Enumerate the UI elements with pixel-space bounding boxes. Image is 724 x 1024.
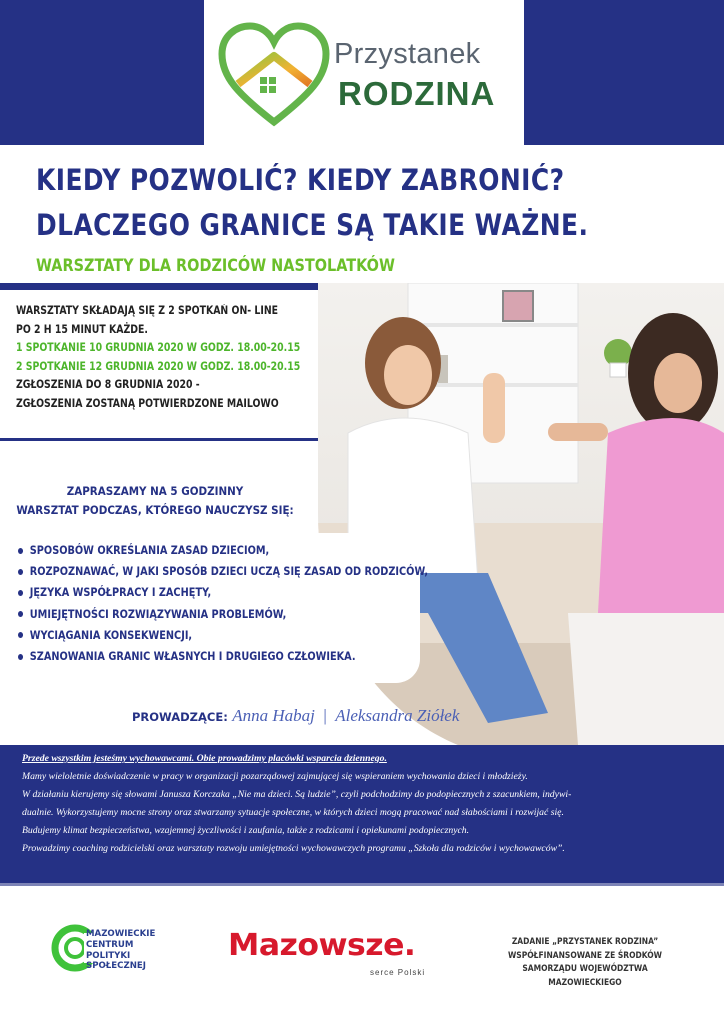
list-item: SPOSOBÓW OKREŚLANIA ZASAD DZIECIOM, [18,540,428,561]
info-line: ZGŁOSZENIA DO 8 GRUDNIA 2020 - [16,378,200,391]
header-band-left [0,0,204,145]
leaders [132,706,459,726]
bullet-icon [18,632,23,638]
heart-house-logo-icon [218,22,330,127]
invite-text [0,482,310,520]
logo-text-rodzina: RODZINA [338,75,496,112]
list-item: UMIEJĘTNOŚCI ROZWIĄZYWANIA PROBLEMÓW, [18,604,428,625]
logo-text-przystanek: Przystanek [334,38,481,70]
funding-note: ZADANIE „PRZYSTANEK RODZINA” WSPÓŁFINANSOWANE ZE ŚRODKÓW SAMORZĄDU WOJEWÓDZTWA MAZOWIECKIEGO [507,936,663,987]
info-line: PO 2 H 15 MINUT KAŻDE. [16,322,148,336]
info-line: 2 SPOTKANIE 12 GRUDNIA 2020 W GODZ. 18.00-20.15 [16,359,301,373]
about-line: Mamy wieloletnie doświadczenie w pracy w organizacji pozarządowej zajmującej się wspieraniem wychowania dzieci i młodzieży. [22,771,528,782]
leader-name-1: Anna Habaj [232,706,315,725]
info-line: 1 SPOTKANIE 10 GRUDNIA 2020 W GODZ. 18.00-20.15 [16,341,301,354]
list-item: JĘZYKA WSPÓŁPRACY I ZACHĘTY, [18,582,428,603]
about-text [22,750,712,858]
invite-line-2: WARSZTAT PODCZAS, KTÓREGO NAUCZYSZ SIĘ: [16,503,294,517]
mazowsze-tagline: serce Polski [370,968,426,977]
header-band-right [524,0,724,145]
info-line: WARSZTATY SKŁADAJĄ SIĘ Z 2 SPOTKAŃ ON- LINE [16,304,279,317]
leader-name-2: Aleksandra Ziółek [335,706,460,725]
mcps-logo-text: MAZOWIECKIE CENTRUM POLITYKI SPOŁECZNEJ [86,929,156,972]
info-divider [0,438,318,441]
about-heading: Przede wszystkim jesteśmy wychowawcami. Obie prowadzimy placówki wsparcia dziennego. [22,753,387,764]
list-item: ROZPOZNAWAĆ, W JAKI SPOSÓB DZIECI UCZĄ SIĘ ZASAD OD RODZICÓW, [18,561,428,582]
bullet-icon [18,548,23,554]
bullet-icon [18,654,23,660]
bullet-icon [18,569,23,575]
leaders-label: PROWADZĄCE: [132,710,228,724]
bullet-icon [18,611,23,617]
bullet-icon [18,590,23,596]
about-line: Prowadzimy coaching rodzicielski oraz warsztaty rozwoju umiejętności wychowawczych programu „Szkoła dla rodziców i wychowawców”. [22,843,565,854]
title-line-2: DLACZEGO GRANICE SĄ TAKIE WAŻNE. [36,208,589,242]
list-item: SZANOWANIA GRANIC WŁASNYCH I DRUGIEGO CZŁOWIEKA. [18,646,428,667]
about-line: dualnie. Wykorzystujemy mocne strony oraz stwarzamy sytuacje społeczne, w których dzieci mogą pracować nad słabościami i rozwijać się. [22,807,564,818]
about-line: W działaniu kierujemy się słowami Janusza Korczaka „Nie ma dzieci. Są ludzie”, czyli podchodzimy do podopiecznych z szacunkiem, indywi- [22,789,572,800]
leader-separator: | [323,706,327,725]
title-line-1: KIEDY POZWOLIĆ? KIEDY ZABRONIĆ? [36,163,565,197]
mazowsze-logo: Mazowsze. [228,928,416,963]
skills-list [18,540,506,667]
info-line: ZGŁOSZENIA ZOSTANĄ POTWIERDZONE MAILOWO [16,396,279,410]
about-line: Budujemy klimat bezpieczeństwa, wzajemnej życzliwości i zaufania, także z rodzicami i opiekunami podopiecznych. [22,825,470,836]
subtitle: WARSZTATY DLA RODZICÓW NASTOLATKÓW [36,256,395,276]
workshop-info [16,302,316,413]
invite-line-1: ZAPRASZAMY NA 5 GODZINNY [66,484,244,498]
list-item: WYCIĄGANIA KONSEKWENCJI, [18,625,428,646]
footer-divider [0,883,724,886]
